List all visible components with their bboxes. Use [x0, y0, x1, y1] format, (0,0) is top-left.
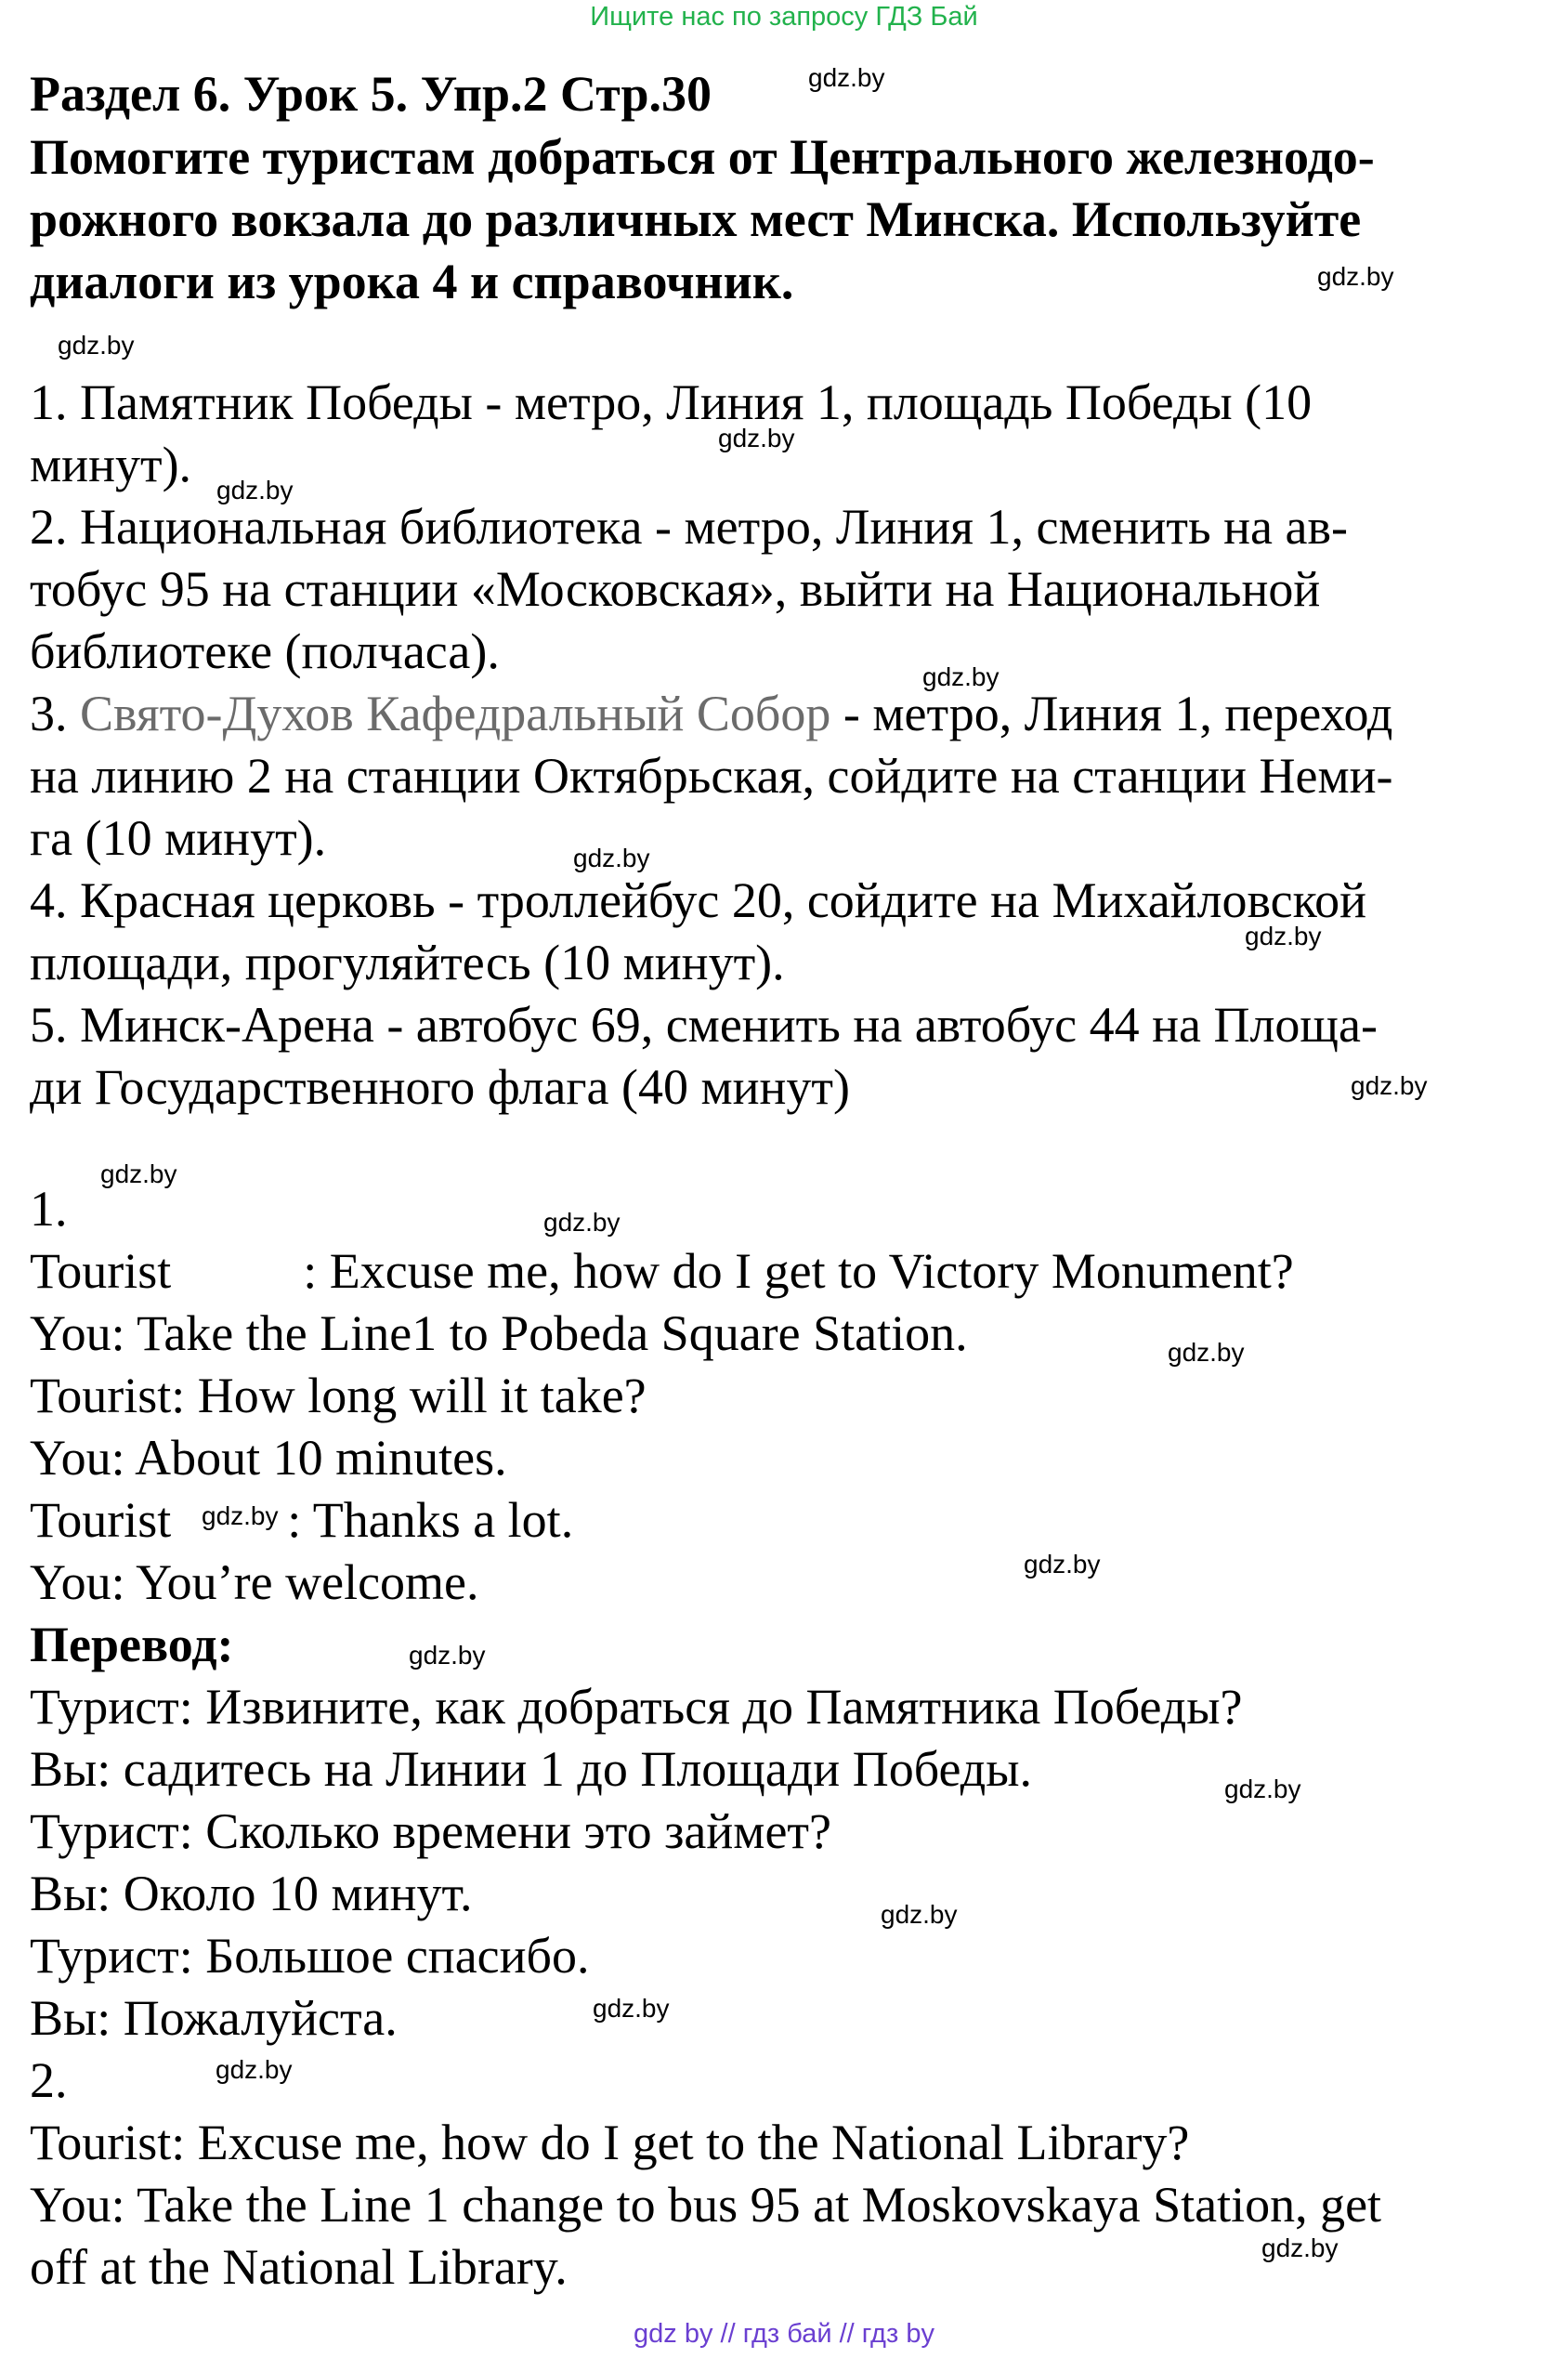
- route-3-line-3: га (10 минут).: [30, 810, 327, 866]
- dialog-2-line-3: off at the National Library.: [30, 2239, 568, 2295]
- dialog-1-speaker: Tourist: [30, 1243, 172, 1299]
- watermark: gdz.by: [1168, 1338, 1245, 1367]
- exercise-title: Раздел 6. Урок 5. Упр.2 Стр.30: [30, 66, 712, 122]
- route-3-line-2: на линию 2 на станции Октябрьская, сойдите на станции Неми-: [30, 748, 1393, 804]
- dialog-1-question: : Excuse me, how do I get to Victory Monument?: [303, 1243, 1294, 1299]
- translation-line-2: Вы: садитесь на Линии 1 до Площади Победы.: [30, 1741, 1032, 1797]
- task-line-3: диалоги из урока 4 и справочник.: [30, 254, 794, 309]
- dialog-2-line-1: Tourist: Excuse me, how do I get to the National Library?: [30, 2115, 1190, 2170]
- dialog-1-line-6: You: You’re welcome.: [30, 1554, 479, 1610]
- watermark: gdz.by: [573, 844, 650, 872]
- watermark: gdz.by: [1261, 2234, 1339, 2262]
- dialog-1-thanks: : Thanks a lot.: [287, 1492, 574, 1548]
- translation-line-3: Турист: Сколько времени это займет?: [30, 1803, 831, 1859]
- route-3-details: - метро, Линия 1, переход: [830, 686, 1393, 741]
- translation-line-5: Турист: Большое спасибо.: [30, 1928, 590, 1984]
- watermark: gdz.by: [409, 1641, 486, 1670]
- translation-line-1: Турист: Извините, как добраться до Памятника Победы?: [30, 1679, 1243, 1735]
- route-4-line-1: 4. Красная церковь - троллейбус 20, сойдите на Михайловской: [30, 872, 1367, 928]
- watermark: gdz.by: [718, 424, 795, 452]
- watermark: gdz.by: [216, 2055, 293, 2084]
- route-1-line-1: 1. Памятник Победы - метро, Линия 1, площадь Победы (10: [30, 374, 1313, 430]
- dialog-1-speaker-2: Tourist: [30, 1492, 172, 1548]
- watermark: gdz.by: [1351, 1071, 1428, 1100]
- dialog-1-line-2: You: Take the Line1 to Pobeda Square Station.: [30, 1305, 968, 1361]
- watermark: gdz.by: [1245, 922, 1322, 950]
- route-2-line-1: 2. Национальная библиотека - метро, Линия 1, сменить на ав-: [30, 499, 1348, 555]
- task-line-2: рожного вокзала до различных мест Минска. Используйте: [30, 191, 1362, 247]
- dialog-1-line-4: You: About 10 minutes.: [30, 1430, 507, 1486]
- task-line-1: Помогите туристам добраться от Центрального железнодо-: [30, 129, 1375, 185]
- route-1-line-2: минут).: [30, 437, 192, 492]
- watermark: gdz.by: [881, 1900, 958, 1929]
- translation-heading: Перевод:: [30, 1617, 234, 1672]
- watermark: gdz.by: [922, 662, 1000, 691]
- watermark: gdz.by: [1024, 1550, 1101, 1579]
- dialog-1-number: 1.: [30, 1181, 68, 1237]
- route-3-place-link[interactable]: Свято-Духов Кафедральный Собор: [80, 686, 831, 741]
- watermark: gdz.by: [216, 476, 294, 504]
- watermark: gdz.by: [593, 1994, 670, 2023]
- dialog-1-line-1: [30, 1240, 1294, 1302]
- watermark: gdz.by: [543, 1208, 621, 1237]
- route-3-number: 3.: [30, 686, 80, 741]
- watermark: gdz.by: [1224, 1775, 1301, 1803]
- translation-line-4: Вы: Около 10 минут.: [30, 1866, 473, 1921]
- dialog-2-line-2: You: Take the Line 1 change to bus 95 at Moskovskaya Station, get: [30, 2177, 1382, 2233]
- dialog-2-number: 2.: [30, 2052, 68, 2108]
- watermark: gdz.by: [808, 63, 885, 92]
- route-4-line-2: площади, прогуляйтесь (10 минут).: [30, 935, 785, 990]
- dialog-1-line-5: [30, 1489, 573, 1551]
- top-banner[interactable]: Ищите нас по запросу ГДЗ Бай: [590, 2, 978, 32]
- translation-line-6: Вы: Пожалуйста.: [30, 1990, 398, 2046]
- route-3-line-1: [30, 683, 1392, 744]
- bottom-banner[interactable]: gdz by // гдз бай // гдз by: [634, 2319, 934, 2349]
- watermark: gdz.by: [202, 1501, 279, 1530]
- route-5-line-1: 5. Минск-Арена - автобус 69, сменить на автобус 44 на Площа-: [30, 997, 1378, 1053]
- route-2-line-3: библиотеке (полчаса).: [30, 623, 500, 679]
- watermark: gdz.by: [58, 331, 135, 360]
- dialog-1-line-3: Tourist: How long will it take?: [30, 1368, 647, 1423]
- route-5-line-2: ди Государственного флага (40 минут): [30, 1059, 851, 1115]
- watermark: gdz.by: [1317, 262, 1394, 291]
- route-2-line-2: тобус 95 на станции «Московская», выйти на Национальной: [30, 561, 1321, 617]
- watermark: gdz.by: [100, 1159, 177, 1188]
